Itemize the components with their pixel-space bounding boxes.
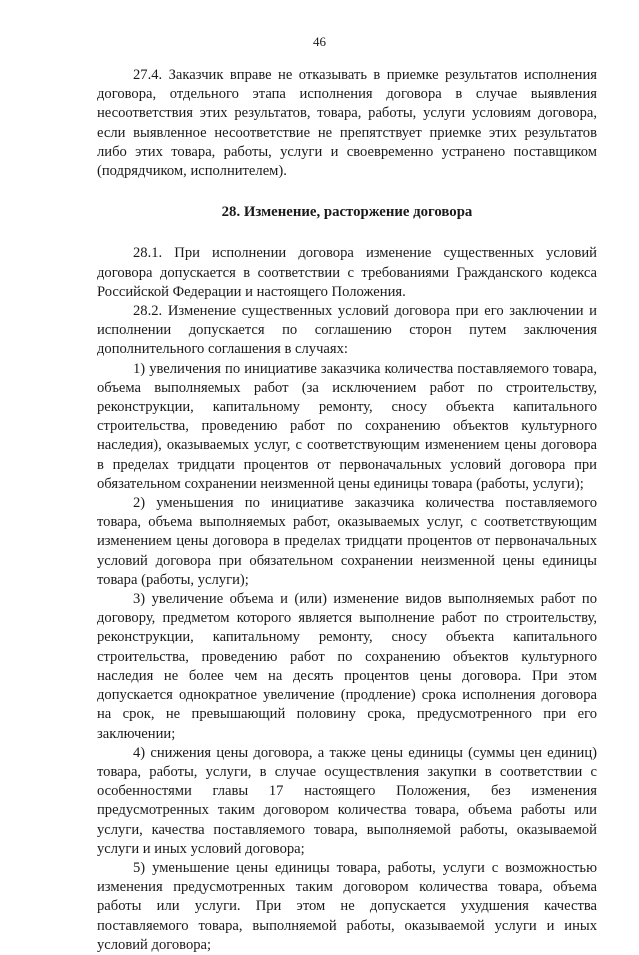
page-number: 46 — [313, 34, 326, 49]
list-item-2: 2) уменьшения по инициативе заказчика количества поставляемого товара, объема выполняемых работ, оказываемых услуг, с соответствующим изменением цены договора в пределах тридцати процентов от первоначальных условий договора при обязательном сохранении неизменной цены единицы товара (работы, услуги); — [97, 495, 597, 588]
list-item-3: 3) увеличение объема и (или) изменение видов выполняемых работ по договору, предметом которого является выполнение работ по строительству, реконструкции, капитальному ремонту, сносу объекта капитального строительства, проведению работ по сохранению объектов культурного наследия не более чем на десять процентов цены договора. При этом допускается однократное увеличение (продление) срока исполнения договора на срок, не превышающий половину срока, предусмотренного при его заключении; — [97, 591, 597, 742]
paragraph-28-1: 28.1. При исполнении договора изменение существенных условий договора допускается в соответствии с требованиями Гражданского кодекса Российской Федерации и настоящего Положения. — [97, 245, 597, 300]
list-item-5: 5) уменьшение цены единицы товара, работы, услуги с возможностью изменения предусмотренных таким договором количества товара, объема работы или услуги. При этом не допускается ухудшения качества поставляемого товара, выполняемой работы, оказываемой услуги и иных условий договора; — [97, 859, 597, 953]
paragraph-27-4: 27.4. Заказчик вправе не отказывать в приемке результатов исполнения договора, отдельного этапа исполнения договора в случае выявления несоответствия этих результатов, товара, работы, услуги условиям договора, если выявленное несоответствие не препятствует приемке этих результатов либо этих товара, работы, услуги и своевременно устранено поставщиком (подрядчиком, исполнителем). — [97, 67, 597, 180]
paragraph-28-2: 28.2. Изменение существенных условий договора при его заключении и исполнении допускается по соглашению сторон путем заключения дополнительного соглашения в случаях: — [97, 303, 597, 358]
document-body — [97, 66, 597, 955]
section-heading: 28. Изменение, расторжение договора — [221, 204, 473, 221]
list-item-4: 4) снижения цены договора, а также цены единицы (суммы цен единиц) товара, работы, услуги, в случае осуществления закупки в соответствии с особенностями главы 17 настоящего Положения, без изменения предусмотренных таким договором количества товара, объема работы или услуги, качества поставляемого товара, выполняемой работы, оказываемой услуги и иных условий договора; — [97, 744, 597, 857]
list-item-1: 1) увеличения по инициативе заказчика количества поставляемого товара, объема выполняемых работ (за исключением работ по строительству, реконструкции, капитальному ремонту, сносу объекта капитального строительства, проведению работ по сохранению объектов культурного наследия), оказываемых услуг, с соответствующим изменением цены договора в пределах тридцати процентов от первоначальных условий договора при обязательном сохранении неизменной цены единицы товара (работы, услуги); — [97, 360, 597, 492]
